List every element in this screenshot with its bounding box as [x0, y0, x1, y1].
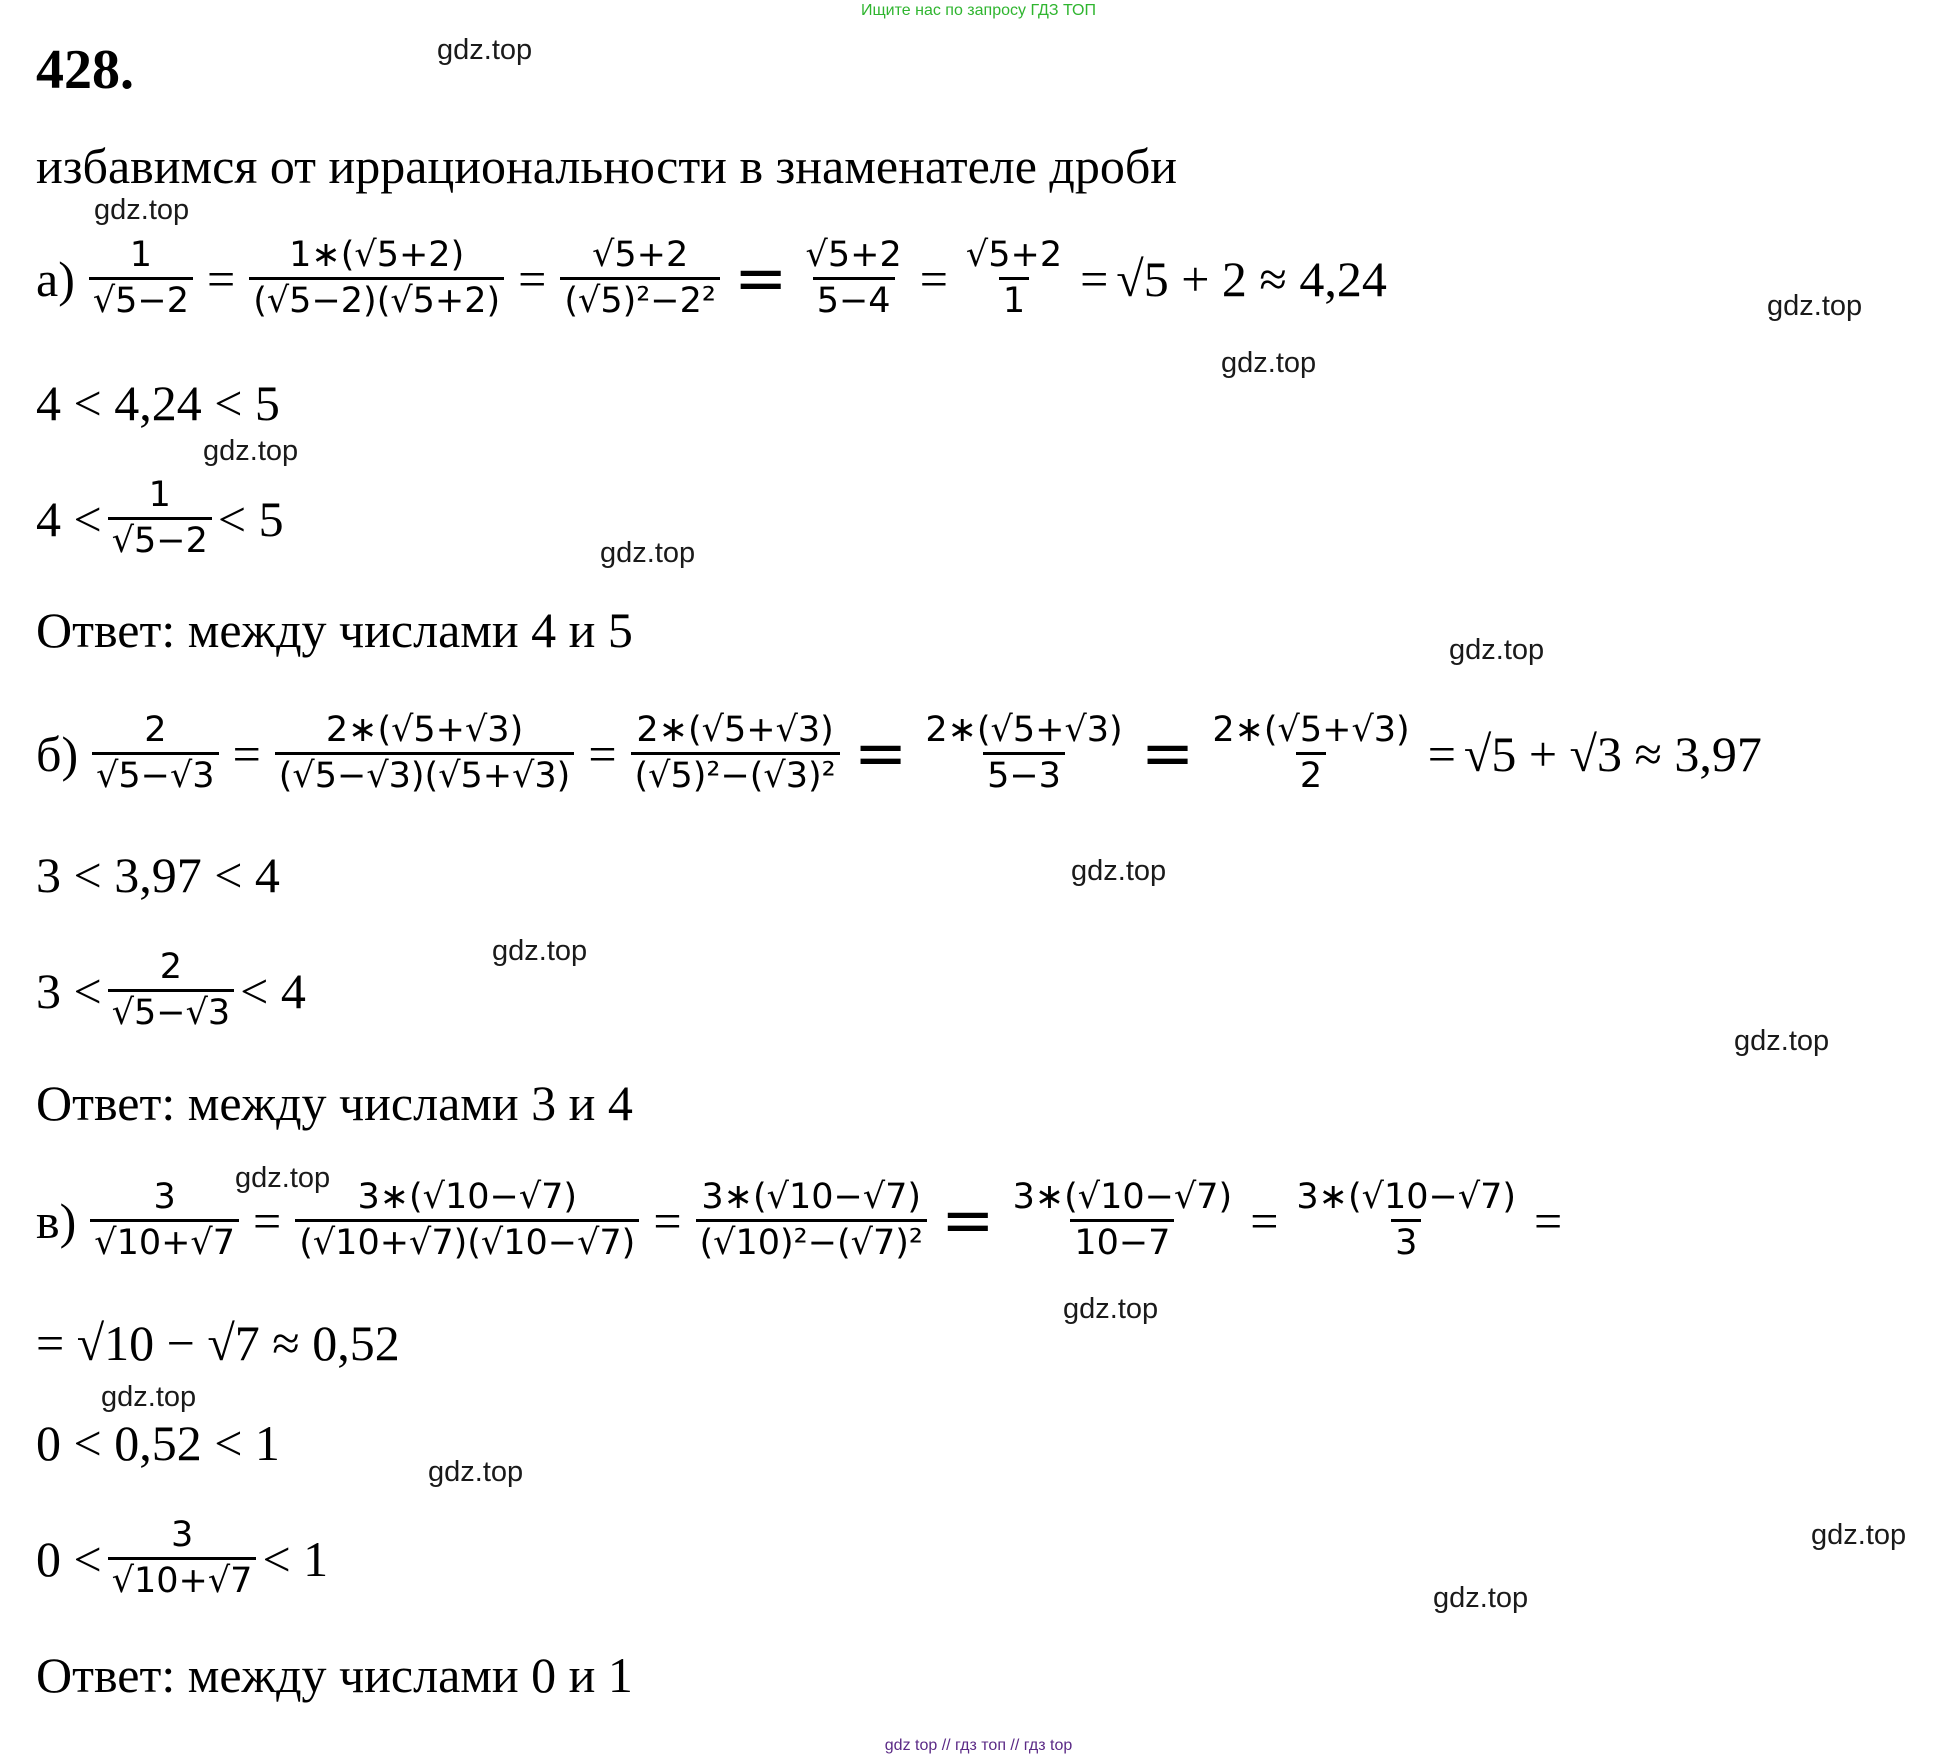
footer-links: gdz top // гдз топ // гдз top	[884, 1737, 1073, 1754]
equals-sign: =	[232, 725, 261, 782]
intro-text: избавимся от иррациональности в знаменателе дроби	[36, 138, 1178, 194]
watermark: gdz.top	[235, 1162, 331, 1194]
equals-sign: =	[853, 716, 908, 791]
equals-sign: =	[518, 250, 547, 307]
equals-sign: =	[1427, 725, 1456, 782]
fraction	[92, 710, 218, 796]
numerator: 2∗(√5+√3)	[1212, 710, 1410, 750]
numerator: 2∗(√5+√3)	[925, 710, 1123, 750]
equals-sign: =	[1140, 716, 1195, 791]
inequality-left: 0 <	[36, 1530, 102, 1587]
denominator: 5−3	[983, 752, 1065, 794]
part-c-inequality: 0 < 0,52 < 1	[36, 1415, 280, 1471]
denominator: √10+√7	[90, 1219, 239, 1261]
equals-sign: =	[1534, 1192, 1563, 1249]
equals-sign: =	[733, 241, 788, 316]
denominator: (√10+√7)(√10−√7)	[295, 1219, 639, 1261]
part-a-equation	[36, 235, 1387, 321]
fraction	[89, 235, 193, 321]
part-b-inequality: 3 < 3,97 < 4	[36, 847, 280, 903]
watermark: gdz.top	[1734, 1025, 1830, 1057]
numerator: 3∗(√10−√7)	[701, 1177, 922, 1217]
denominator: (√10)²−(√7)²	[696, 1219, 927, 1261]
result: √5 + 2 ≈ 4,24	[1116, 250, 1387, 307]
part-c-label: в)	[36, 1192, 77, 1249]
part-c-result: = √10 − √7 ≈ 0,52	[36, 1315, 400, 1371]
numerator: 1∗(√5+2)	[289, 235, 465, 275]
denominator: √5−2	[108, 517, 212, 559]
part-c-answer: Ответ: между числами 0 и 1	[36, 1647, 633, 1703]
equals-sign: =	[1080, 250, 1109, 307]
watermark: gdz.top	[492, 935, 588, 967]
fraction	[108, 475, 212, 561]
equals-sign: =	[919, 250, 948, 307]
numerator: 1	[148, 475, 171, 515]
watermark: gdz.top	[1071, 855, 1167, 887]
fraction	[108, 1515, 257, 1601]
problem-number: 428.	[36, 39, 134, 101]
fraction	[295, 1177, 639, 1263]
equals-sign: =	[653, 1192, 682, 1249]
numerator: 1	[129, 235, 153, 275]
numerator: 3	[170, 1515, 194, 1555]
denominator: (√5)²−(√3)²	[631, 752, 840, 794]
fraction	[1009, 1177, 1237, 1263]
denominator: √5−√3	[108, 989, 234, 1031]
watermark: gdz.top	[600, 537, 696, 569]
denominator: 3	[1391, 1219, 1421, 1261]
watermark: gdz.top	[428, 1456, 524, 1488]
numerator: 3∗(√10−√7)	[1296, 1177, 1517, 1217]
part-a-fraction-inequality	[36, 475, 284, 561]
watermark: gdz.top	[203, 435, 299, 467]
denominator: 10−7	[1070, 1219, 1174, 1261]
denominator: (√5)²−2²	[560, 277, 720, 319]
numerator: √5+2	[592, 235, 689, 275]
fraction	[962, 235, 1066, 321]
part-a-answer: Ответ: между числами 4 и 5	[36, 602, 633, 658]
equals-sign: =	[588, 725, 617, 782]
part-c-fraction-inequality	[36, 1515, 329, 1601]
fraction	[631, 710, 840, 796]
watermark: gdz.top	[1811, 1519, 1907, 1551]
inequality-right: < 1	[262, 1530, 329, 1587]
fraction	[1292, 1177, 1520, 1263]
numerator: 2	[144, 710, 167, 750]
watermark: gdz.top	[1433, 1582, 1529, 1614]
numerator: 3∗(√10−√7)	[1012, 1177, 1233, 1217]
equals-sign: =	[1250, 1192, 1279, 1249]
equals-sign: =	[253, 1192, 282, 1249]
denominator: 1	[999, 277, 1029, 319]
watermark: gdz.top	[101, 1381, 197, 1413]
part-b-equation	[36, 710, 1762, 796]
result: √5 + √3 ≈ 3,97	[1463, 725, 1762, 782]
equals-sign: =	[940, 1183, 995, 1258]
inequality-left: 3 <	[36, 962, 102, 1019]
fraction	[560, 235, 720, 321]
equals-sign: =	[207, 250, 236, 307]
fraction	[696, 1177, 927, 1263]
numerator: 2∗(√5+√3)	[325, 710, 524, 750]
denominator: √10+√7	[108, 1557, 257, 1599]
fraction	[249, 235, 504, 321]
fraction	[108, 947, 234, 1033]
part-b-label: б)	[36, 725, 79, 782]
denominator: √5−√3	[92, 752, 218, 794]
numerator: √5+2	[965, 235, 1063, 275]
fraction	[275, 710, 575, 796]
top-banner: Ищите нас по запросу ГДЗ ТОП	[861, 2, 1096, 19]
watermark: gdz.top	[1767, 290, 1863, 322]
numerator: 3∗(√10−√7)	[357, 1177, 578, 1217]
watermark: gdz.top	[94, 194, 190, 226]
watermark: gdz.top	[1063, 1293, 1159, 1325]
watermark: gdz.top	[437, 34, 533, 66]
part-a-label: а)	[36, 250, 75, 307]
fraction	[1208, 710, 1413, 796]
watermark: gdz.top	[1449, 634, 1545, 666]
numerator: 2∗(√5+√3)	[636, 710, 834, 750]
part-b-fraction-inequality	[36, 947, 306, 1033]
fraction	[90, 1177, 239, 1263]
denominator: 5−4	[813, 277, 895, 319]
watermark: gdz.top	[1221, 347, 1317, 379]
inequality-right: < 5	[217, 490, 284, 547]
numerator: √5+2	[805, 235, 902, 275]
numerator: 3	[153, 1177, 176, 1217]
fraction	[802, 235, 906, 321]
part-b-answer: Ответ: между числами 3 и 4	[36, 1075, 633, 1131]
inequality-left: 4 <	[36, 490, 102, 547]
denominator: (√5−√3)(√5+√3)	[275, 752, 575, 794]
denominator: (√5−2)(√5+2)	[249, 277, 504, 319]
fraction	[921, 710, 1126, 796]
denominator: √5−2	[89, 277, 193, 319]
inequality-right: < 4	[240, 962, 306, 1019]
part-a-inequality: 4 < 4,24 < 5	[36, 375, 280, 431]
denominator: 2	[1296, 752, 1326, 794]
numerator: 2	[159, 947, 183, 987]
